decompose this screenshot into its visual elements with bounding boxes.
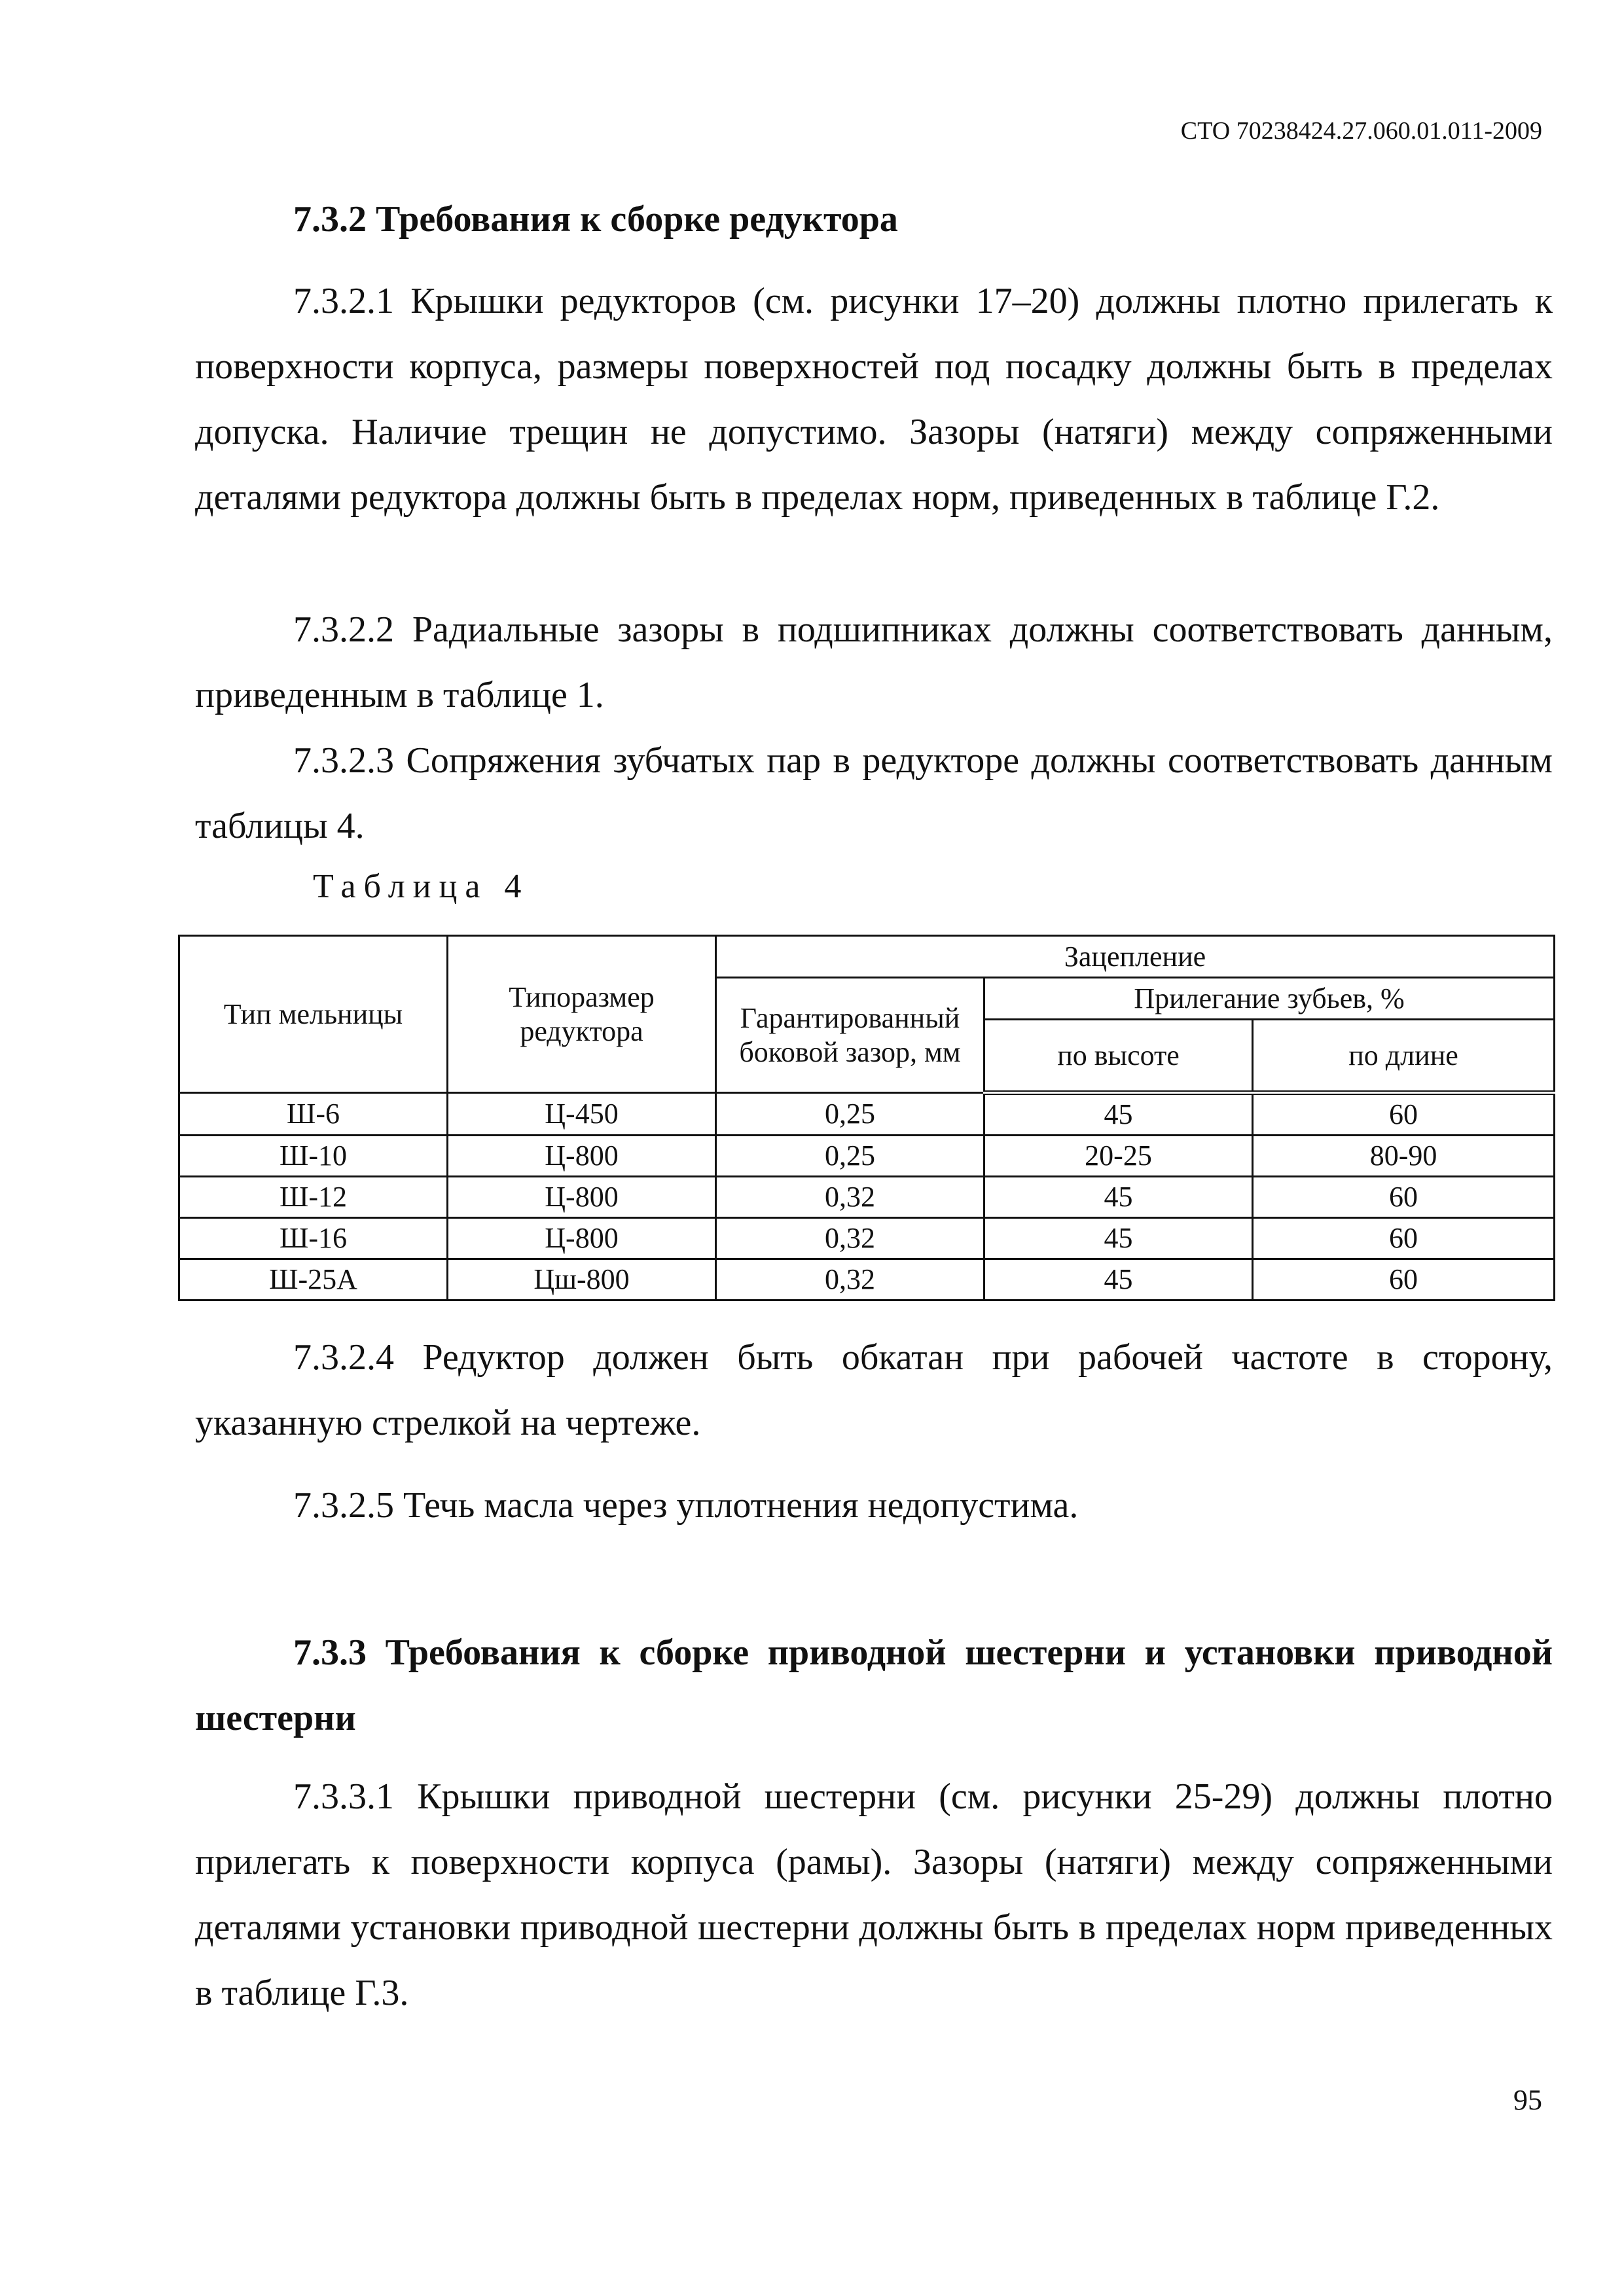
header-mill-type: Тип мельницы (179, 936, 448, 1093)
cell-length: 60 (1253, 1093, 1555, 1136)
section-heading-7-3-2: 7.3.2 Требования к сборке редуктора (293, 199, 898, 240)
paragraph-7-3-2-4: 7.3.2.4 Редуктор должен быть обкатан при рабочей частоте в сторону, указанную стрелкой на чертеже. (195, 1337, 1553, 1443)
table-row (179, 1259, 1555, 1300)
table-row (179, 1218, 1555, 1259)
cell-gearbox: Цш-800 (448, 1259, 716, 1300)
paragraph-7-3-2-5: 7.3.2.5 Течь масла через уплотнения недопустима. (293, 1485, 1079, 1526)
cell-length: 80-90 (1253, 1136, 1555, 1177)
cell-mill: Ш-10 (179, 1136, 448, 1177)
cell-gap: 0,32 (716, 1259, 984, 1300)
cell-gap: 0,32 (716, 1218, 984, 1259)
page-number: 95 (1513, 2084, 1542, 2116)
paragraph-7-3-2-3: 7.3.2.3 Сопряжения зубчатых пар в редукторе должны соответствовать данным таблицы 4. (195, 740, 1553, 846)
paragraph-7-3-2-2: 7.3.2.2 Радиальные зазоры в подшипниках должны соответствовать данным, приведенным в таблице 1. (195, 609, 1553, 715)
cell-gearbox: Ц-800 (448, 1136, 716, 1177)
table-caption: Таблица 4 (313, 868, 530, 905)
cell-gap: 0,25 (716, 1093, 984, 1136)
cell-gap: 0,32 (716, 1177, 984, 1218)
cell-length: 60 (1253, 1177, 1555, 1218)
table-row (179, 1177, 1555, 1218)
cell-length: 60 (1253, 1218, 1555, 1259)
header-tooth-contact: Прилегание зубьев, % (984, 978, 1555, 1020)
paragraph-7-3-2-1: 7.3.2.1 Крышки редукторов (см. рисунки 17–20) должны плотно прилегать к поверхности корпуса, размеры поверхностей под посадку должны быть в пределах допуска. Наличие трещин не допустимо. Зазоры (натяги) между сопряженными деталями редуктора должны быть в пределах норм, приведенных в таблице Г.2. (195, 281, 1553, 518)
header-by-length: по длине (1253, 1020, 1555, 1093)
header-side-gap: Гарантированный боковой зазор, мм (716, 978, 984, 1093)
cell-gearbox: Ц-450 (448, 1093, 716, 1136)
cell-length: 60 (1253, 1259, 1555, 1300)
table-row (179, 1093, 1555, 1136)
document-code: СТО 70238424.27.060.01.011-2009 (1180, 117, 1542, 145)
cell-height: 45 (984, 1218, 1253, 1259)
cell-mill: Ш-12 (179, 1177, 448, 1218)
cell-mill: Ш-16 (179, 1218, 448, 1259)
cell-mill: Ш-25А (179, 1259, 448, 1300)
cell-gearbox: Ц-800 (448, 1218, 716, 1259)
cell-height: 20-25 (984, 1136, 1253, 1177)
cell-mill: Ш-6 (179, 1093, 448, 1136)
header-gearbox-size: Типоразмер редуктора (448, 936, 716, 1093)
gear-engagement-table (178, 935, 1555, 1301)
section-heading-7-3-3: 7.3.3 Требования к сборке приводной шестерни и установки приводной шестерни (195, 1632, 1553, 1738)
paragraph-7-3-3-1: 7.3.3.1 Крышки приводной шестерни (см. рисунки 25-29) должны плотно прилегать к поверхности корпуса (рамы). Зазоры (натяги) между сопряженными деталями установки приводной шестерни должны быть в пределах норм приведенных в таблице Г.3. (195, 1776, 1553, 2013)
cell-gap: 0,25 (716, 1136, 984, 1177)
table-row (179, 1136, 1555, 1177)
cell-height: 45 (984, 1093, 1253, 1136)
header-engagement: Зацепление (716, 936, 1555, 978)
cell-gearbox: Ц-800 (448, 1177, 716, 1218)
cell-height: 45 (984, 1259, 1253, 1300)
header-by-height: по высоте (984, 1020, 1253, 1093)
cell-height: 45 (984, 1177, 1253, 1218)
